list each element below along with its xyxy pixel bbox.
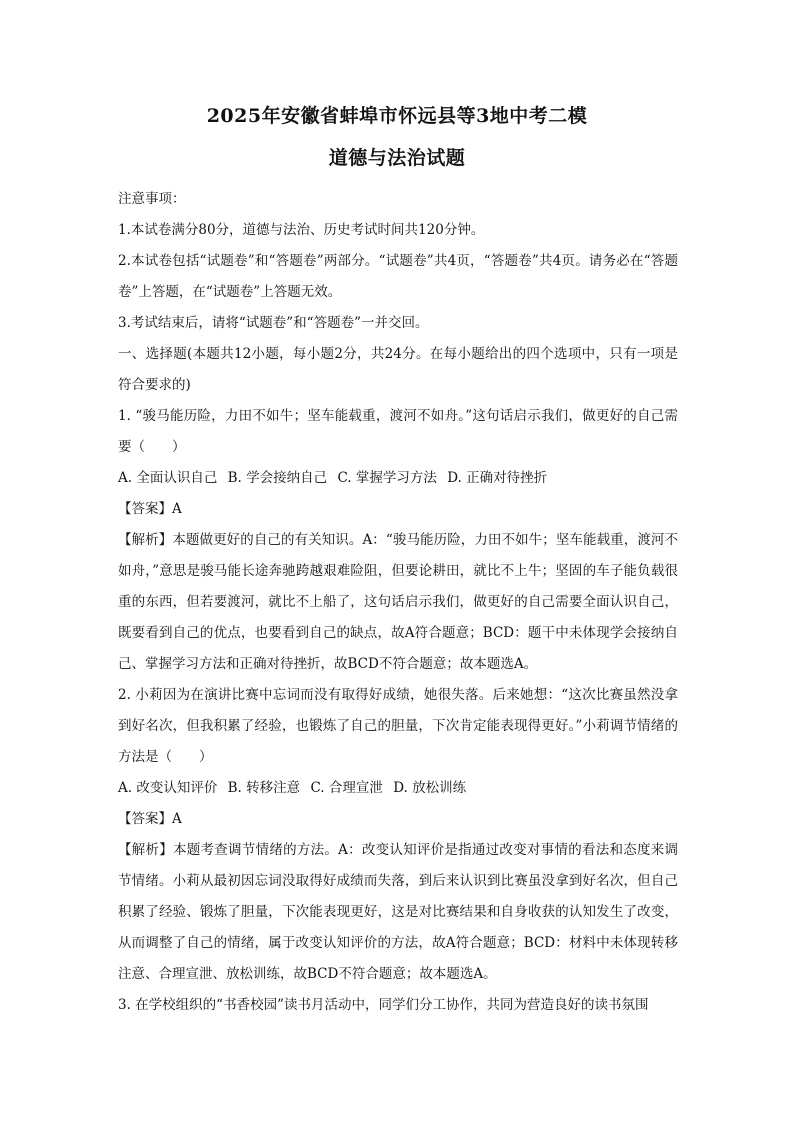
question-options — [118, 463, 678, 494]
notice-item: 2.本试卷包括“试题卷”和“答题卷”两部分。“试题卷”共4页，“答题卷”共4页。请务必在“答题卷”上答题，在“试题卷”上答题无效。 — [118, 253, 678, 300]
question-options — [118, 773, 678, 804]
notice-heading: 注意事项： — [118, 191, 186, 207]
option-b: B. 学会接纳自己 — [227, 470, 328, 486]
document-body — [118, 184, 678, 1021]
option-c: C. 掌握学习方法 — [337, 470, 437, 486]
option-c: C. 合理宣泄 — [310, 780, 383, 796]
section-heading: 一、选择题(本题共12小题，每小题2分，共24分。在每小题给出的四个选项中，只有一项是符合要求的) — [118, 346, 678, 393]
notice-item: 1.本试卷满分80分，道德与法治、历史考试时间共120分钟。 — [118, 222, 485, 238]
question-stem: 1. “骏马能历险，力田不如牛；坚车能载重，渡河不如舟。”这句话启示我们，做更好的自己需要（ ） — [118, 408, 678, 455]
question-stem: 3. 在学校组织的“书香校园”读书月活动中，同学们分工协作，共同为营造良好的读书氛围 — [118, 997, 649, 1013]
notice-item: 3.考试结束后，请将“试题卷”和“答题卷”一并交回。 — [118, 315, 429, 331]
option-a: A. 全面认识自己 — [118, 470, 218, 486]
page-subtitle: 道德与法治试题 — [328, 147, 466, 169]
option-b: B. 转移注意 — [227, 780, 301, 796]
page-title: 2025年安徽省蚌埠市怀远县等3地中考二模 — [206, 105, 588, 127]
option-d: D. 放松训练 — [393, 780, 467, 796]
analysis-paragraph: 【解析】本题考查调节情绪的方法。A：改变认知评价是指通过改变对事情的看法和态度来调节情绪。小莉从最初因忘词没取得好成绩而失落，到后来认识到比赛虽没拿到好名次，但自己积累了经验、锻炼了胆量，下次能表现更好，这是对比赛结果和自身收获的认知发生了改变，从而调整了自己的情绪，属于改变认知评价的方法，故A符合题意；BCD：材料中未体现转移注意、合理宣泄、放松训练，故BCD不符合题意；故本题选A。 — [118, 842, 678, 982]
answer-line: 【答案】A — [118, 501, 182, 517]
answer-line: 【答案】A — [118, 811, 182, 827]
question-stem: 2. 小莉因为在演讲比赛中忘词而没有取得好成绩，她很失落。后来她想：“这次比赛虽然没拿到好名次，但我积累了经验，也锻炼了自己的胆量，下次肯定能表现得更好。”小莉调节情绪的方法是（ ） — [118, 687, 678, 765]
option-a: A. 改变认知评价 — [118, 780, 218, 796]
option-d: D. 正确对待挫折 — [447, 470, 548, 486]
analysis-paragraph: 【解析】本题做更好的自己的有关知识。A：“骏马能历险，力田不如牛；坚车能载重，渡河不如舟，”意思是骏马能长途奔驰跨越艰难险阻，但要论耕田，就比不上牛；坚固的车子能负载很重的东西，但若要渡河，就比不上船了，这句话启示我们，做更好的自己需要全面认识自己，既要看到自己的优点，也要看到自己的缺点，故A符合题意；BCD：题干中未体现学会接纳自己、掌握学习方法和正确对待挫折，故BCD不符合题意；故本题选A。 — [118, 532, 678, 672]
